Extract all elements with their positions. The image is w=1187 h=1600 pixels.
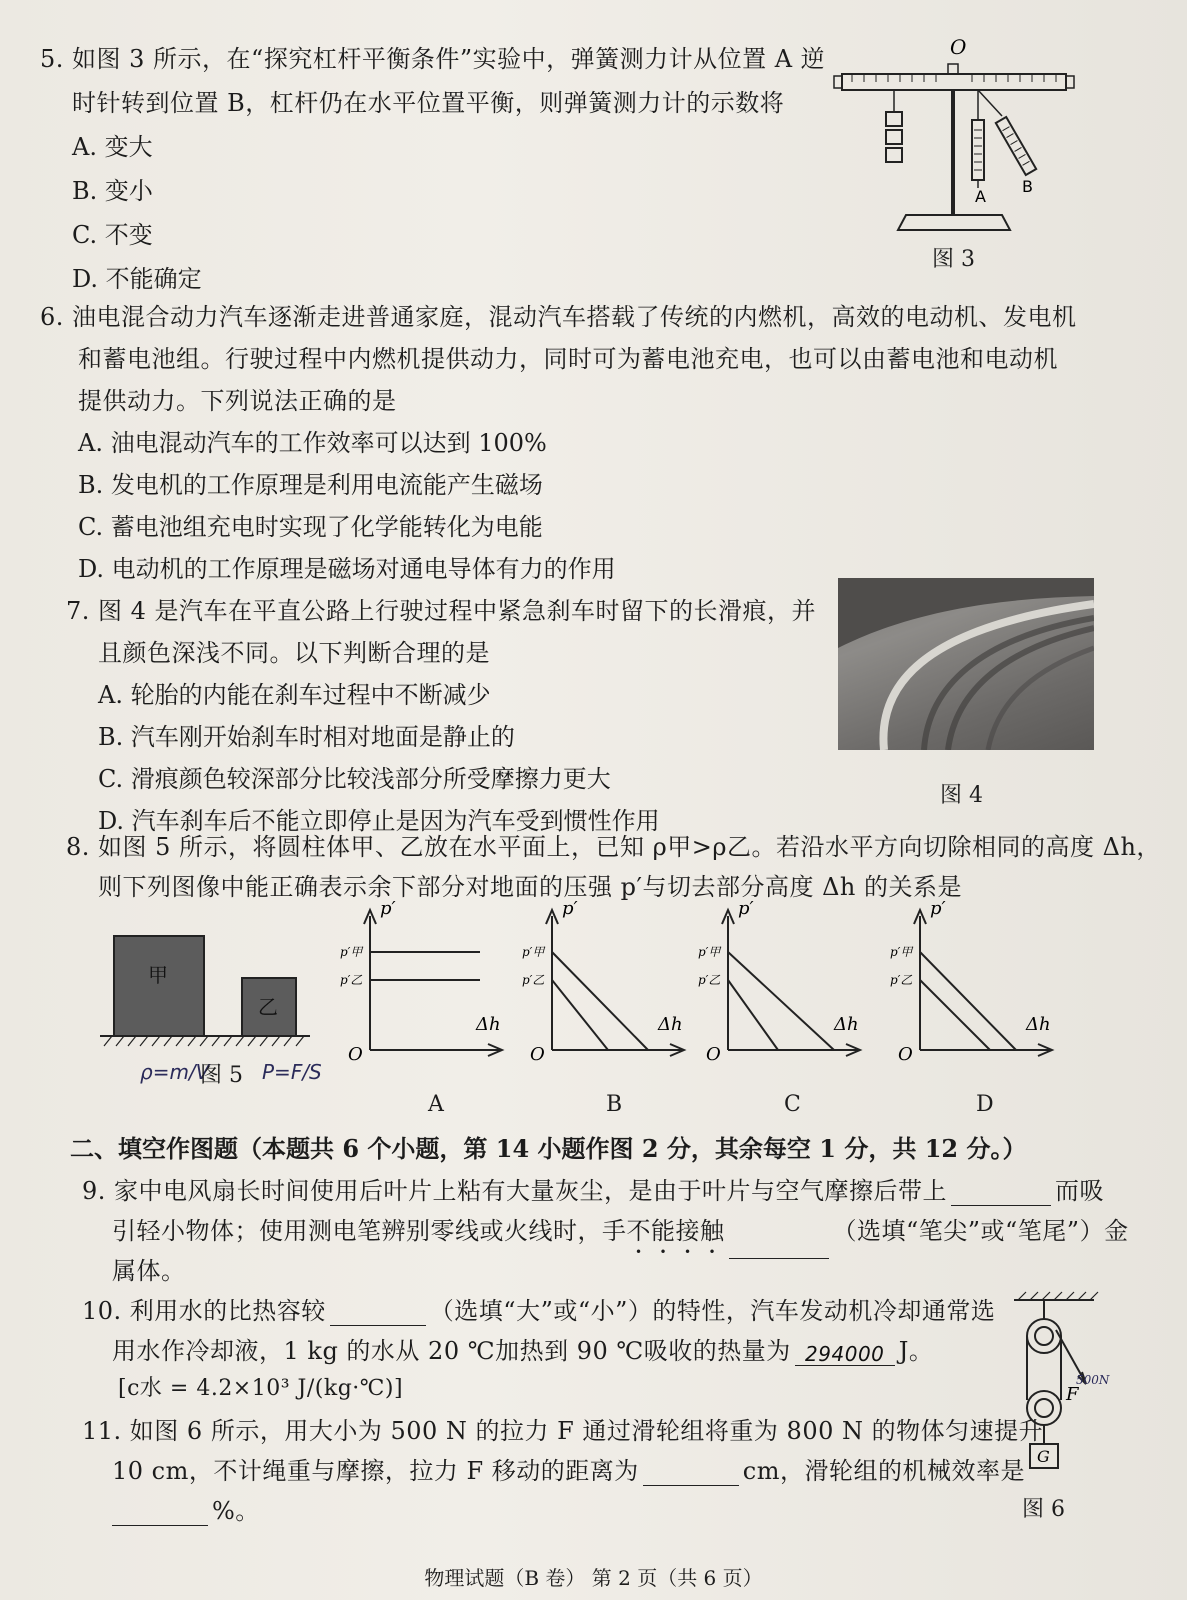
svg-text:p′: p′ — [738, 900, 754, 919]
q9-blank-2[interactable] — [729, 1232, 829, 1259]
q10-specific-heat-note: [c水 = 4.2×10³ J/(kg·℃)] — [118, 1376, 404, 1401]
svg-text:p′乙: p′乙 — [522, 973, 545, 987]
q7-option-d: D. 汽车刹车后不能立即停止是因为汽车受到惯性作用 — [98, 807, 660, 835]
graph-d-option-label: D — [976, 1092, 994, 1117]
figure-3-caption: 图 3 — [932, 247, 975, 272]
figure-4-caption: 图 4 — [940, 783, 983, 808]
q8-stem-line2: 则下列图像中能正确表示余下部分对地面的压强 p′与切去部分高度 Δh 的关系是 — [98, 873, 962, 901]
figure-4-skid-mark-photo — [838, 578, 1094, 750]
q11-blank-1[interactable] — [643, 1459, 739, 1486]
q7-stem-line2: 且颜色深浅不同。以下判断合理的是 — [98, 639, 490, 667]
figure-6-weight-label: G — [1037, 1447, 1050, 1466]
q5-stem-line2: 时针转到位置 B，杠杆仍在水平位置平衡，则弹簧测力计的示数将 — [72, 89, 785, 117]
figure-3-label-o: O — [950, 35, 967, 59]
graph-b — [522, 900, 692, 1090]
figure-3-label-a: A — [975, 187, 986, 206]
figure-3-lever-diagram — [832, 30, 1092, 250]
svg-text:Δh: Δh — [476, 1014, 501, 1035]
svg-text:O: O — [898, 1044, 913, 1065]
q6-option-d: D. 电动机的工作原理是磁场对通电导体有力的作用 — [78, 555, 616, 583]
q5-option-c: C. 不变 — [72, 221, 153, 249]
graph-c — [698, 900, 868, 1090]
q6-stem-line3: 提供动力。下列说法正确的是 — [78, 387, 397, 415]
q9-line2: 引轻小物体；使用测电笔辨别零线或火线时，手不能接触 （选填“笔尖”或“笔尾”）金 — [112, 1216, 1129, 1259]
svg-text:O: O — [348, 1044, 363, 1065]
q7-stem-line1: 7. 图 4 是汽车在平直公路上行驶过程中紧急刹车时留下的长滑痕，并 — [66, 597, 817, 625]
q11-line2: 10 cm，不计绳重与摩擦，拉力 F 移动的距离为 cm，滑轮组的机械效率是 — [112, 1457, 1025, 1485]
svg-text:p′甲: p′甲 — [890, 945, 913, 959]
svg-text:p′乙: p′乙 — [340, 973, 363, 987]
q11-line3: %。 — [112, 1496, 260, 1526]
svg-text:p′甲: p′甲 — [340, 945, 363, 959]
q11-blank-2[interactable] — [112, 1499, 208, 1526]
figure-6-pulley-system — [1004, 1290, 1114, 1520]
svg-text:p′甲: p′甲 — [698, 945, 721, 959]
q9-line3: 属体。 — [112, 1257, 186, 1285]
q6-option-c: C. 蓄电池组充电时实现了化学能转化为电能 — [78, 513, 543, 541]
q5-stem-line1: 5. 如图 3 所示，在“探究杠杆平衡条件”实验中，弹簧测力计从位置 A 逆 — [40, 45, 826, 73]
q10-blank-2-answer[interactable]: 294000 — [795, 1339, 895, 1366]
graph-a — [340, 900, 510, 1090]
q10-line2: 用水作冷却液，1 kg 的水从 20 ℃加热到 90 ℃吸收的热量为 294000 J。 — [112, 1337, 934, 1366]
handwritten-pressure-formula: P=F/S — [262, 1060, 322, 1084]
svg-text:Δh: Δh — [834, 1014, 859, 1035]
q6-option-a: A. 油电混动汽车的工作效率可以达到 100% — [78, 429, 547, 457]
figure-6-caption: 图 6 — [1022, 1497, 1065, 1522]
svg-text:Δh: Δh — [1026, 1014, 1051, 1035]
q11-line1: 11. 如图 6 所示，用大小为 500 N 的拉力 F 通过滑轮组将重为 800 N 的物体匀速提升 — [82, 1417, 1044, 1445]
svg-text:p′甲: p′甲 — [522, 945, 545, 959]
q5-option-b: B. 变小 — [72, 177, 153, 205]
svg-text:p′乙: p′乙 — [698, 973, 721, 987]
block-jia-label: 甲 — [148, 963, 168, 987]
section-2-title: 二、填空作图题（本题共 6 个小题，第 14 小题作图 2 分，其余每空 1 分，共 12 分。） — [70, 1134, 1027, 1163]
q6-stem-line1: 6. 油电混合动力汽车逐渐走进普通家庭，混动汽车搭载了传统的内燃机，高效的电动机、发电机 — [40, 303, 1077, 331]
q6-stem-line2: 和蓄电池组。行驶过程中内燃机提供动力，同时可为蓄电池充电，也可以由蓄电池和电动机 — [78, 345, 1058, 373]
graph-d — [890, 900, 1060, 1090]
graph-b-option-label: B — [606, 1092, 623, 1117]
svg-text:Δh: Δh — [658, 1014, 683, 1035]
q8-stem-line1: 8. 如图 5 所示，将圆柱体甲、乙放在水平面上，已知 ρ甲>ρ乙。若沿水平方向切除相同的高度 Δh， — [66, 833, 1161, 861]
handwritten-density-formula: ρ=m/V — [140, 1060, 210, 1084]
svg-text:p′: p′ — [930, 900, 946, 919]
figure-6-force-label: F — [1066, 1384, 1079, 1405]
svg-text:p′: p′ — [562, 900, 578, 919]
svg-text:O: O — [706, 1044, 721, 1065]
q7-option-c: C. 滑痕颜色较深部分比较浅部分所受摩擦力更大 — [98, 765, 611, 793]
q5-option-d: D. 不能确定 — [72, 265, 202, 293]
figure-3-label-b: B — [1022, 177, 1033, 196]
graph-c-option-label: C — [784, 1092, 801, 1117]
q5-option-a: A. 变大 — [72, 133, 153, 161]
svg-text:p′乙: p′乙 — [890, 973, 913, 987]
svg-text:O: O — [530, 1044, 545, 1065]
svg-text:p′: p′ — [380, 900, 396, 919]
q9-line1: 9. 家中电风扇长时间使用后叶片上粘有大量灰尘，是由于叶片与空气摩擦后带上 而吸 — [82, 1177, 1105, 1205]
graph-a-option-label: A — [428, 1092, 444, 1117]
figure-6-handwritten-note: 500N — [1076, 1373, 1110, 1387]
q10-line1: 10. 利用水的比热容较 （选填“大”或“小”）的特性，汽车发动机冷却通常选 — [82, 1297, 996, 1325]
q6-option-b: B. 发电机的工作原理是利用电流能产生磁场 — [78, 471, 543, 499]
page-footer: 物理试题（B 卷） 第 2 页（共 6 页） — [424, 1566, 763, 1590]
figure-5-caption: 图 5 — [200, 1063, 243, 1088]
q10-blank-1[interactable] — [330, 1299, 426, 1326]
block-yi-label: 乙 — [258, 995, 278, 1019]
q9-blank-1[interactable] — [951, 1179, 1051, 1206]
figure-5-cylinders — [98, 930, 318, 1050]
q7-option-a: A. 轮胎的内能在刹车过程中不断减少 — [98, 681, 491, 709]
q7-option-b: B. 汽车刚开始刹车时相对地面是静止的 — [98, 723, 515, 751]
